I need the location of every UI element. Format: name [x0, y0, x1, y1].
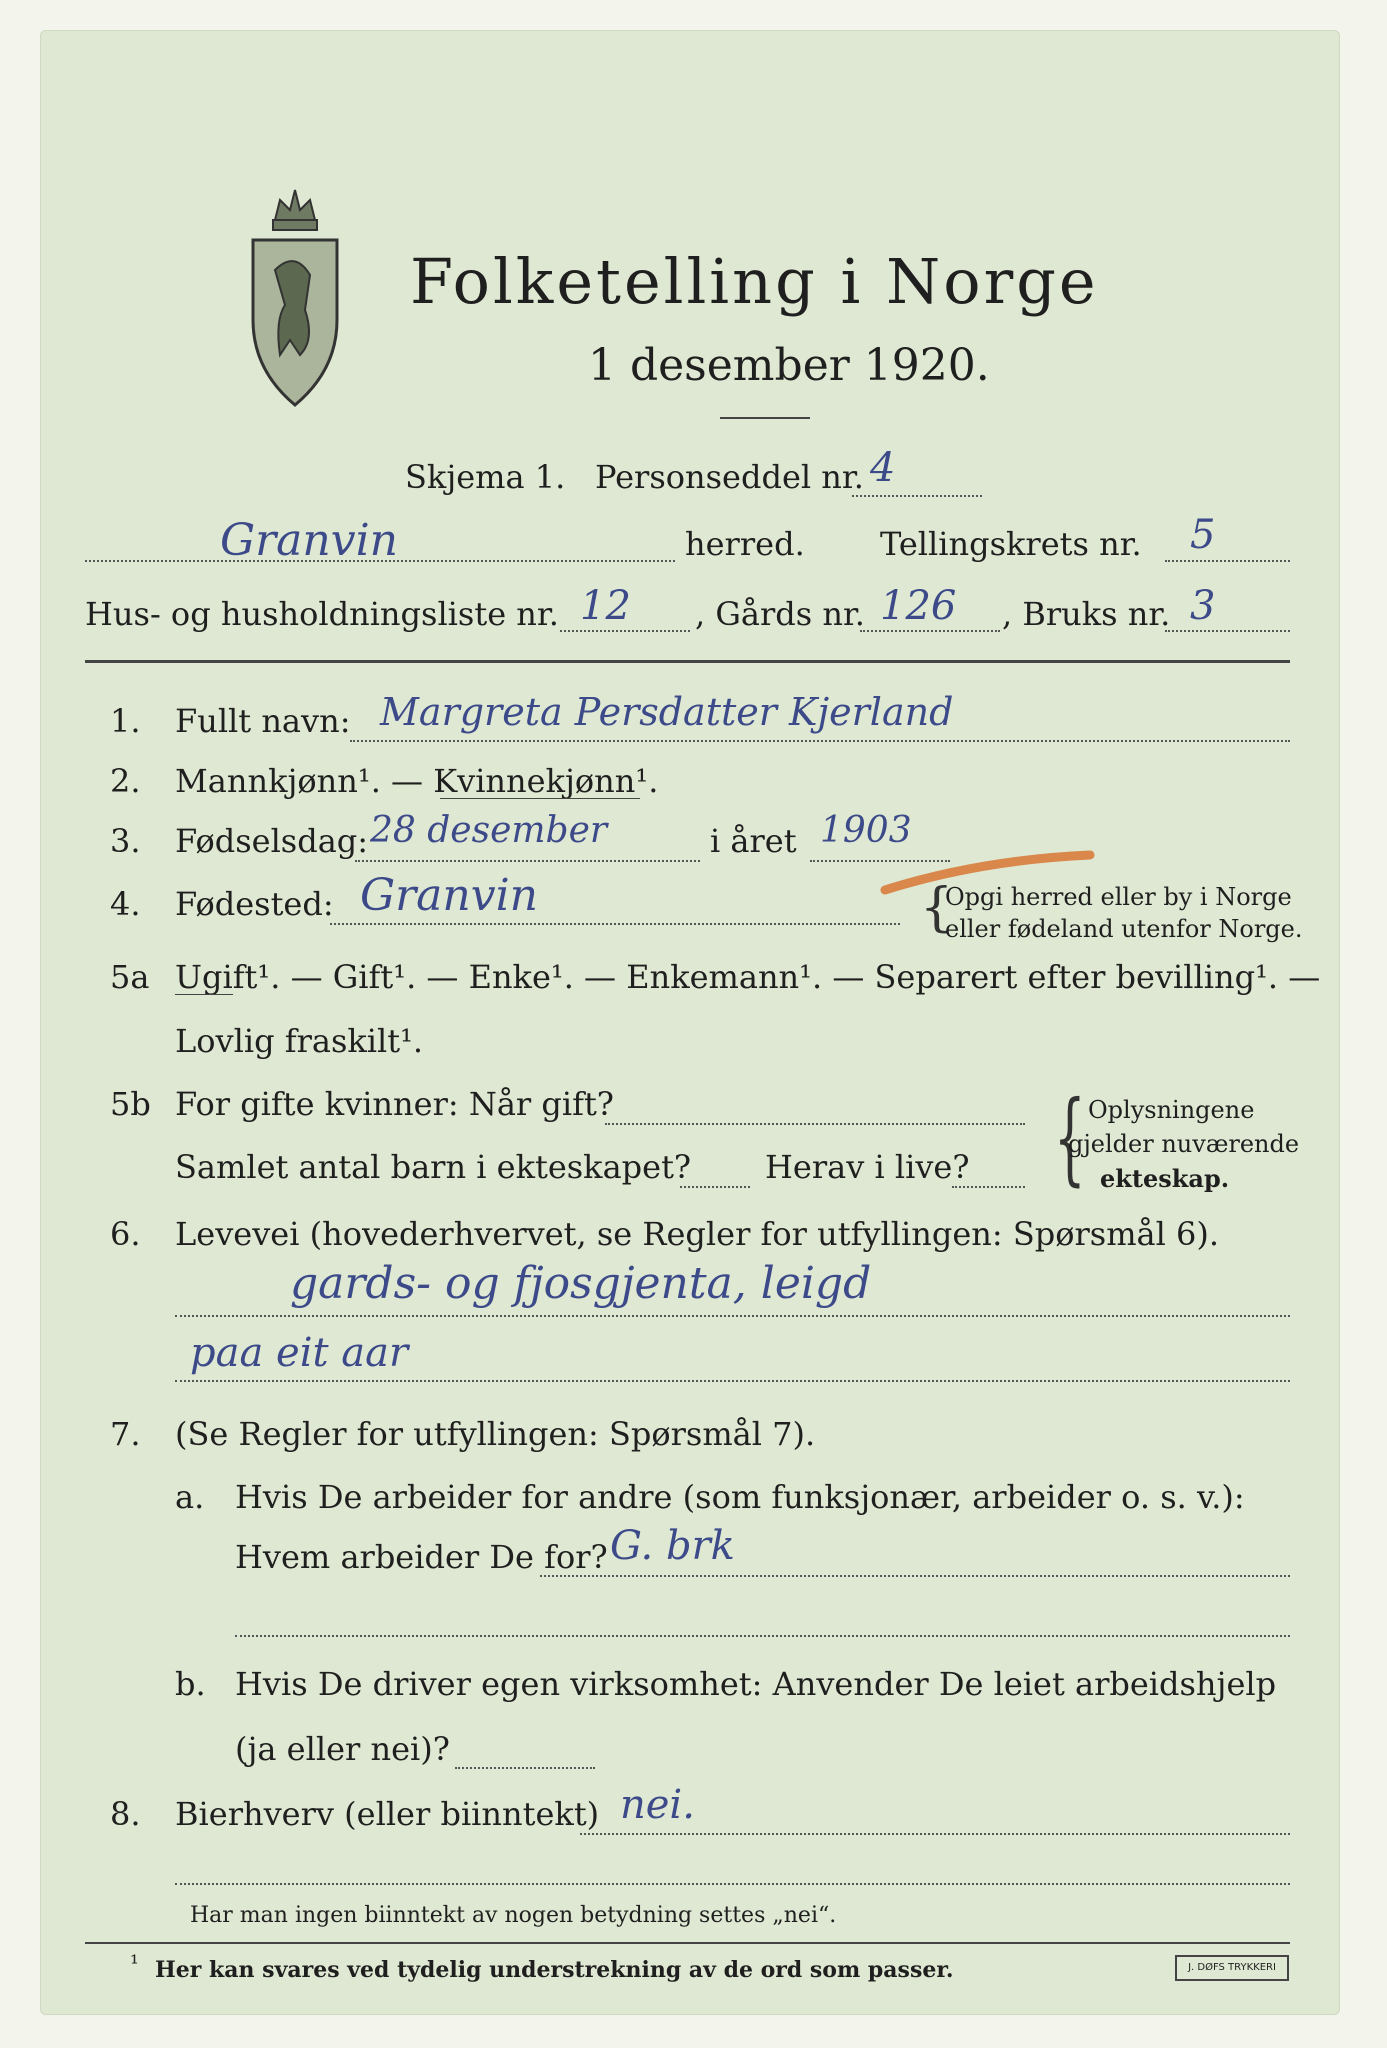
herred-value: Granvin — [220, 515, 399, 566]
q4-number: 4. — [110, 885, 141, 923]
q3-year-label: i året — [710, 822, 797, 860]
tellingskrets-label: Tellingskrets nr. — [880, 525, 1142, 563]
q4-note-line2: eller fødeland utenfor Norge. — [945, 915, 1303, 943]
q7-label: (Se Regler for utfyllingen: Spørsmål 7). — [175, 1415, 816, 1453]
q1-line — [350, 740, 1290, 742]
q8-label: Bierhverv (eller biinntekt) — [175, 1795, 600, 1833]
q8-line2 — [175, 1883, 1290, 1885]
q5b-note-line3: ekteskap. — [1100, 1164, 1230, 1193]
q4-note-line1: Opgi herred eller by i Norge — [945, 883, 1292, 911]
q3-line — [355, 860, 700, 862]
q5b-label-children: Samlet antal barn i ekteskapet? — [175, 1148, 692, 1186]
q5b-brace-icon: { — [1053, 1079, 1086, 1196]
printer-stamp: J. DØFS TRYKKERI — [1175, 1955, 1289, 1981]
personseddel-label: Personseddel nr. — [595, 458, 864, 496]
tellingskrets-value: 5 — [1190, 512, 1216, 558]
occupation-value-line2: paa eit aar — [190, 1330, 409, 1376]
gards-line — [860, 630, 1000, 632]
form-title: Folketelling i Norge — [410, 245, 1099, 318]
hus-value: 12 — [580, 583, 631, 629]
q6-number: 6. — [110, 1215, 141, 1253]
q3-number: 3. — [110, 822, 141, 860]
footnote-marker: ¹ — [130, 1952, 139, 1977]
q5b-note-line1: Oplysningene — [1088, 1096, 1255, 1124]
q5a-number: 5a — [110, 958, 150, 996]
kvinnekjonn-underline — [440, 798, 640, 799]
birthdate-value: 28 desember — [370, 810, 608, 851]
q5b-when-line — [605, 1123, 1025, 1125]
q1-number: 1. — [110, 702, 141, 740]
q5b-note-line2: gjelder nuværende — [1068, 1130, 1300, 1158]
q7b-line — [455, 1767, 595, 1769]
q6-line1 — [175, 1315, 1290, 1317]
ugift-underline — [175, 994, 233, 995]
q5b-children-line — [680, 1186, 750, 1188]
norway-coat-of-arms-icon — [245, 180, 345, 410]
marital-status-options-line2: Lovlig fraskilt¹. — [175, 1022, 424, 1060]
gards-value: 126 — [880, 583, 957, 629]
personseddel-value: 4 — [870, 445, 896, 491]
gards-label: , Gårds nr. — [695, 595, 865, 633]
hus-label: Hus- og husholdningsliste nr. — [85, 595, 559, 633]
employer-value: G. brk — [610, 1523, 735, 1569]
bruks-line — [1165, 630, 1290, 632]
q4-line — [330, 923, 900, 925]
q7b-label-line2: (ja eller nei)? — [235, 1730, 450, 1768]
herred-label: herred. — [685, 525, 805, 563]
form-date: 1 desember 1920. — [588, 340, 990, 391]
q8-note: Har man ingen biinntekt av nogen betydning settes „nei“. — [190, 1903, 837, 1928]
q8-line — [580, 1833, 1290, 1835]
title-divider — [720, 417, 810, 419]
bruks-label: , Bruks nr. — [1002, 595, 1171, 633]
birthyear-value: 1903 — [820, 810, 912, 851]
header-rule — [85, 660, 1290, 663]
secondary-income-value: nei. — [620, 1782, 695, 1828]
q6-line2 — [175, 1380, 1290, 1382]
bruks-value: 3 — [1190, 583, 1216, 629]
q5b-label-alive: Herav i live? — [765, 1148, 970, 1186]
full-name-value: Margreta Persdatter Kjerland — [380, 690, 954, 734]
q7-number: 7. — [110, 1415, 141, 1453]
q5b-number: 5b — [110, 1085, 151, 1123]
q7b-label-line1: Hvis De driver egen virksomhet: Anvender De leiet arbeidshjelp — [235, 1665, 1277, 1703]
tellingskrets-line — [1165, 560, 1290, 562]
q5b-alive-line — [952, 1186, 1025, 1188]
q6-label: Levevei (hovederhvervet, se Regler for utfyllingen: Spørsmål 6). — [175, 1215, 1220, 1253]
q3-label: Fødselsdag: — [175, 822, 369, 860]
occupation-value-line1: gards- og fjosgjenta, leigd — [290, 1258, 872, 1309]
q2-number: 2. — [110, 762, 141, 800]
q7a-label-line2: Hvem arbeider De for? — [235, 1538, 608, 1576]
q8-number: 8. — [110, 1795, 141, 1833]
q4-brace-icon: { — [920, 878, 954, 938]
personseddel-line — [852, 495, 982, 497]
birthplace-value: Granvin — [360, 870, 539, 921]
q7a-line — [540, 1575, 1290, 1577]
q7a-label-line1: Hvis De arbeider for andre (som funksjonær, arbeider o. s. v.): — [235, 1478, 1245, 1516]
q5b-label-when-married: For gifte kvinner: Når gift? — [175, 1085, 614, 1123]
q7a-line2 — [235, 1635, 1290, 1637]
q7b-number: b. — [175, 1665, 206, 1703]
q7a-number: a. — [175, 1478, 205, 1516]
gender-options: Mannkjønn¹. — Kvinnekjønn¹. — [175, 762, 659, 800]
footnote-rule — [85, 1942, 1290, 1944]
schema-label: Skjema 1. — [405, 458, 566, 496]
hus-line — [560, 630, 690, 632]
footnote-text: Her kan svares ved tydelig understrekning av de ord som passer. — [155, 1957, 954, 1983]
marital-status-options: Ugift¹. — Gift¹. — Enke¹. — Enkemann¹. — Separert efter bevilling¹. — — [175, 958, 1321, 996]
q4-label: Fødested: — [175, 885, 334, 923]
q1-label: Fullt navn: — [175, 702, 351, 740]
census-form — [40, 30, 1340, 2015]
